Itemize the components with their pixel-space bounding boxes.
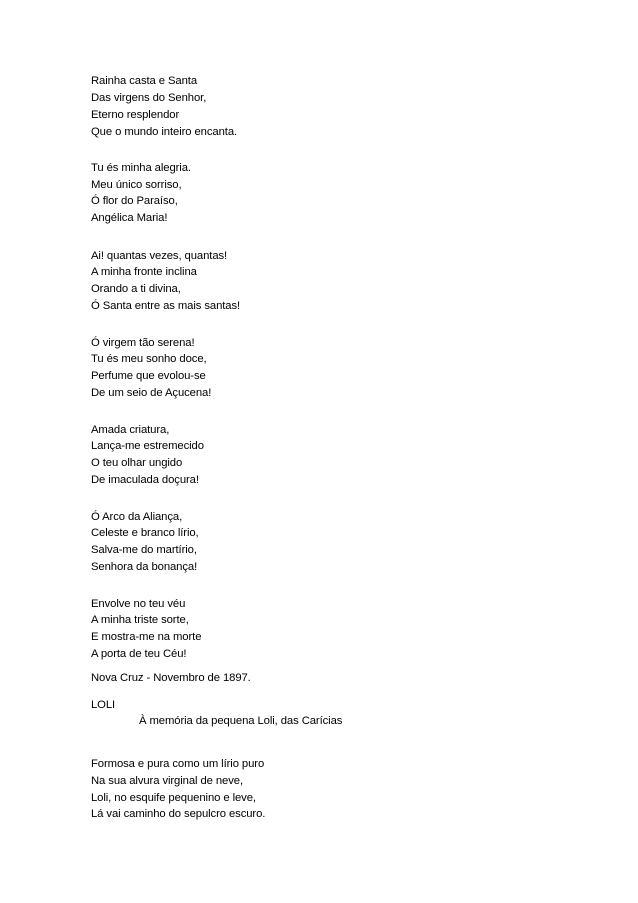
verse-line: Que o mundo inteiro encanta.	[91, 126, 238, 138]
verse-line: E mostra-me na morte	[91, 631, 202, 643]
verse-line: Formosa e pura como um lírio puro	[91, 758, 265, 770]
verse-line: Orando a ti divina,	[91, 283, 181, 295]
verse-line: Celeste e branco lírio,	[91, 527, 199, 539]
verse-line: Lá vai caminho do sepulcro escuro.	[91, 808, 266, 820]
poem-title: LOLI	[91, 699, 116, 711]
verse-line: Lança-me estremecido	[91, 440, 204, 452]
poem-signature: Nova Cruz - Novembro de 1897.	[91, 672, 251, 684]
verse-line: De imaculada doçura!	[91, 474, 199, 486]
verse-line: Envolve no teu véu	[91, 598, 186, 610]
verse-line: Ó virgem tão serena!	[91, 337, 195, 349]
verse-line: Eterno resplendor	[91, 109, 180, 121]
verse-line: A minha triste sorte,	[91, 614, 189, 626]
verse-line: Tu és minha alegria.	[91, 162, 191, 174]
verse-line: Perfume que evolou-se	[91, 370, 206, 382]
verse-line: Ó Arco da Aliança,	[91, 511, 183, 523]
poem-dedication: À memória da pequena Loli, das Carícias	[139, 715, 343, 727]
verse-line: Amada criatura,	[91, 424, 170, 436]
verse-line: O teu olhar ungido	[91, 457, 183, 469]
verse-line: Das virgens do Senhor,	[91, 92, 207, 104]
verse-line: Meu único sorriso,	[91, 179, 182, 191]
verse-line: Senhora da bonança!	[91, 561, 198, 573]
verse-line: Salva-me do martírio,	[91, 544, 197, 556]
verse-line: Rainha casta e Santa	[91, 75, 198, 87]
verse-line: Na sua alvura virginal de neve,	[91, 775, 244, 787]
verse-line: A porta de teu Céu!	[91, 648, 187, 660]
verse-line: De um seio de Açucena!	[91, 387, 212, 399]
verse-line: Loli, no esquife pequenino e leve,	[91, 792, 256, 804]
verse-line: Ó Santa entre as mais santas!	[91, 300, 241, 312]
verse-line: Ó flor do Paraíso,	[91, 195, 178, 207]
verse-line: Tu és meu sonho doce,	[91, 353, 207, 365]
verse-line: Angélica Maria!	[91, 212, 168, 224]
verse-line: Ai! quantas vezes, quantas!	[91, 250, 228, 262]
verse-line: A minha fronte inclina	[91, 266, 197, 278]
